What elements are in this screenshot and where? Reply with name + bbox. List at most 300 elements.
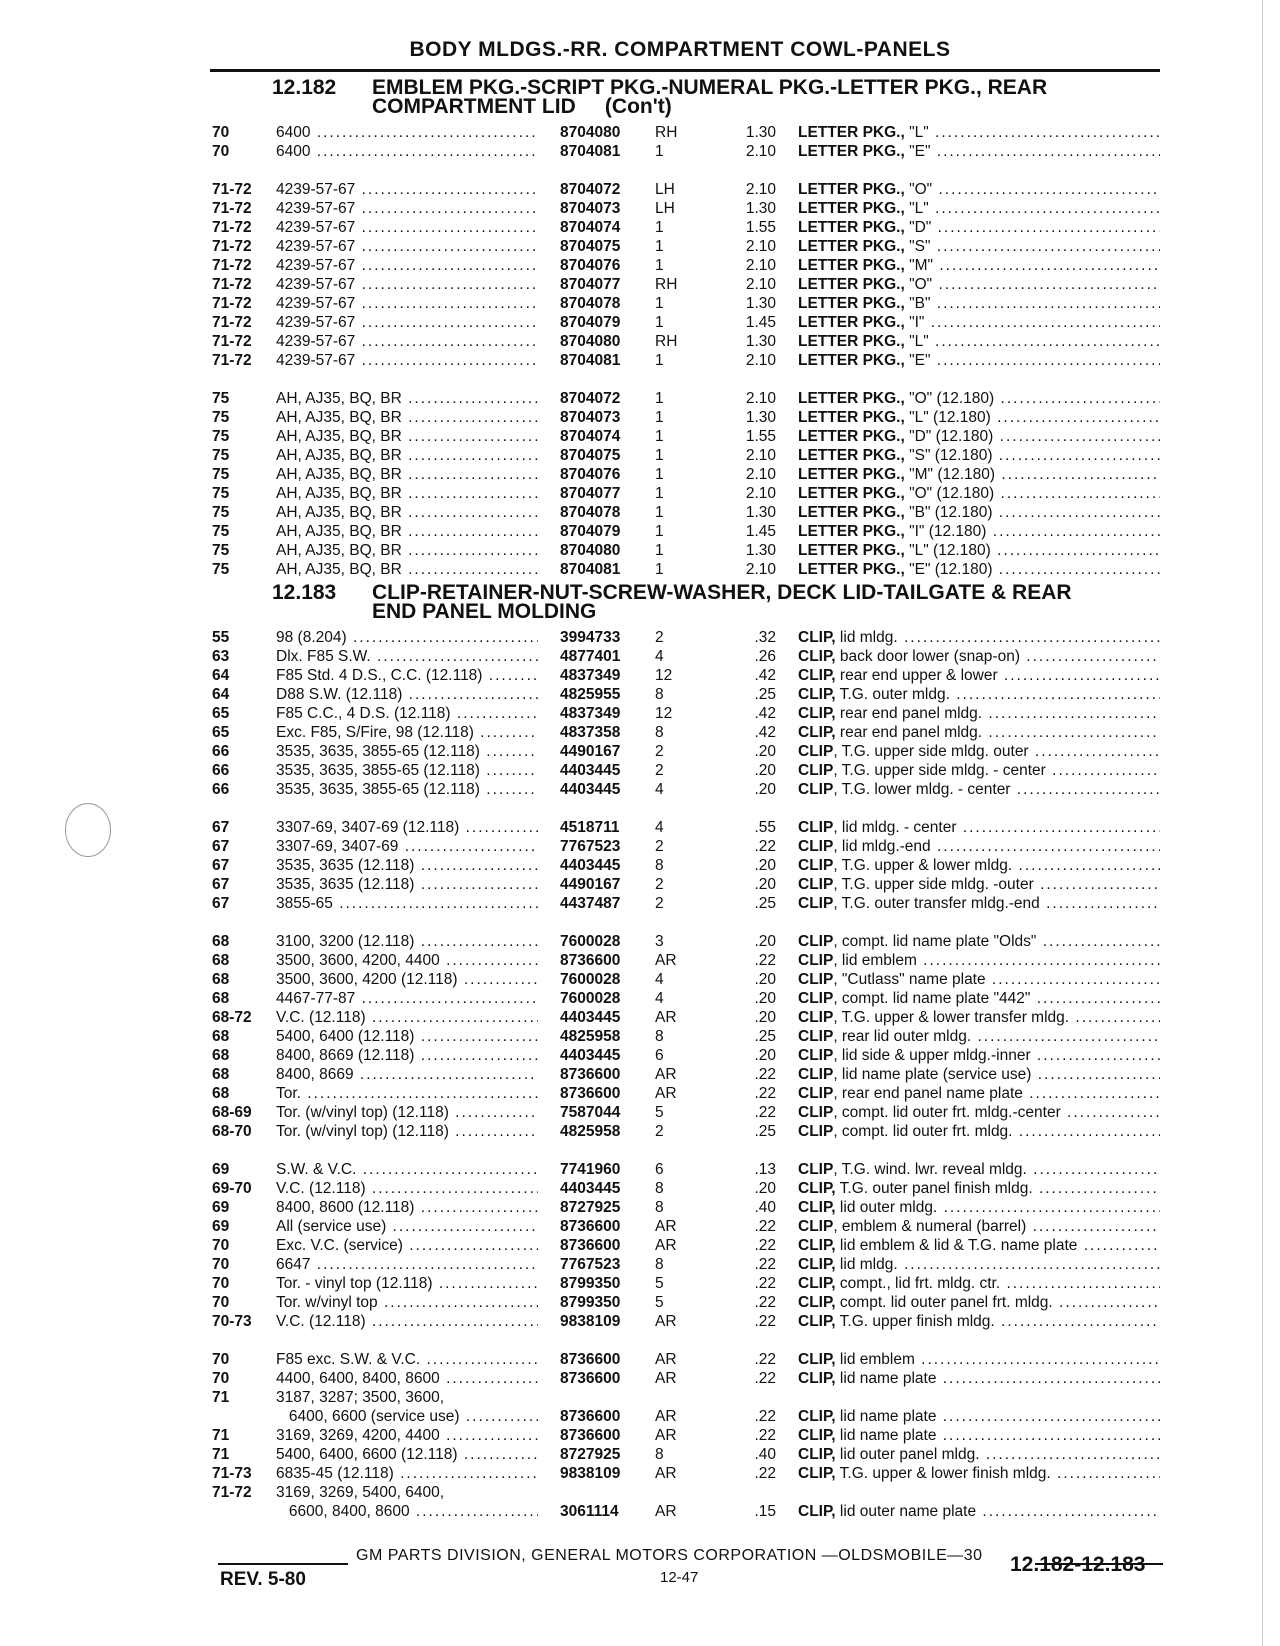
model-year: 67 bbox=[212, 838, 230, 855]
quantity: 12 bbox=[655, 667, 673, 684]
quantity: 1 bbox=[655, 143, 664, 160]
description-text: , lid mldg.-end bbox=[833, 838, 931, 855]
description bbox=[798, 1369, 1160, 1388]
model-year: 65 bbox=[212, 724, 230, 741]
quantity: 4 bbox=[655, 781, 664, 798]
table-row bbox=[0, 1407, 1280, 1426]
model-application: Tor. - vinyl top (12.118) ..... bbox=[276, 1274, 538, 1293]
model-year: 75 bbox=[212, 504, 230, 521]
price: .40 bbox=[754, 1446, 776, 1463]
description-keyword: CLIP, bbox=[798, 1199, 836, 1216]
price: 1.30 bbox=[745, 295, 776, 312]
model-year: 66 bbox=[212, 781, 230, 798]
price: 2.10 bbox=[745, 466, 776, 483]
description-text: , T.G. upper & lower transfer mldg. bbox=[833, 1009, 1070, 1026]
description-text: "I" (12.180) bbox=[904, 523, 987, 540]
price: .32 bbox=[754, 629, 776, 646]
model-application: 4239-57-67 ..... bbox=[276, 332, 538, 351]
part-number: 8736600 bbox=[560, 1351, 621, 1368]
part-number: 4825955 bbox=[560, 686, 621, 703]
part-number: 4490167 bbox=[560, 743, 621, 760]
footer-publisher: GM PARTS DIVISION, GENERAL MOTORS CORPORATION —OLDSMOBILE—30 bbox=[356, 1547, 983, 1564]
description bbox=[798, 142, 1160, 161]
model-year: 71-72 bbox=[212, 257, 252, 274]
model-application: AH, AJ35, BQ, BR ..... bbox=[276, 503, 538, 522]
part-number: 8704075 bbox=[560, 238, 621, 255]
part-number: 8704073 bbox=[560, 409, 621, 426]
description-text: , lid mldg. - center bbox=[833, 819, 957, 836]
price: 2.10 bbox=[745, 561, 776, 578]
description-text: compt., lid frt. mldg. ctr. bbox=[835, 1275, 1001, 1292]
description bbox=[798, 875, 1160, 894]
model-application: F85 Std. 4 D.S., C.C. (12.118) ..... bbox=[276, 666, 538, 685]
description-keyword: CLIP, bbox=[798, 1275, 836, 1292]
description bbox=[798, 970, 1160, 989]
description-text: "B" (12.180) bbox=[904, 504, 993, 521]
section-title-line: END PANEL MOLDING bbox=[372, 600, 597, 623]
table-row bbox=[0, 1103, 1280, 1122]
model-year: 68-70 bbox=[212, 1123, 252, 1140]
description-text: T.G. upper finish mldg. bbox=[835, 1313, 995, 1330]
table-row bbox=[0, 666, 1280, 685]
price: .22 bbox=[754, 1256, 776, 1273]
table-row bbox=[0, 294, 1280, 313]
description-text: lid emblem & lid & T.G. name plate bbox=[835, 1237, 1078, 1254]
model-application: 6400, 6600 (service use) ..... bbox=[276, 1407, 538, 1426]
description-keyword: CLIP bbox=[798, 1009, 834, 1026]
description bbox=[798, 1008, 1160, 1027]
description-text: lid outer name plate bbox=[835, 1503, 977, 1520]
description bbox=[798, 503, 1160, 522]
table-row bbox=[0, 1046, 1280, 1065]
model-application: Exc. V.C. (service) ..... bbox=[276, 1236, 538, 1255]
model-application: AH, AJ35, BQ, BR ..... bbox=[276, 560, 538, 579]
model-year: 68 bbox=[212, 933, 230, 950]
model-application: 4239-57-67 ..... bbox=[276, 275, 538, 294]
quantity: 1 bbox=[655, 561, 664, 578]
model-application: 4239-57-67 ..... bbox=[276, 313, 538, 332]
description-keyword: CLIP bbox=[798, 781, 834, 798]
description bbox=[798, 1426, 1160, 1445]
model-application: AH, AJ35, BQ, BR ..... bbox=[276, 484, 538, 503]
description-keyword: CLIP, bbox=[798, 1351, 836, 1368]
quantity: AR bbox=[655, 1370, 677, 1387]
description bbox=[798, 1255, 1160, 1274]
description-text: "M" bbox=[904, 257, 934, 274]
table-row bbox=[0, 180, 1280, 199]
model-year: 67 bbox=[212, 876, 230, 893]
price: 1.30 bbox=[745, 409, 776, 426]
model-year: 71-72 bbox=[212, 295, 252, 312]
description bbox=[798, 647, 1160, 666]
model-application: 4239-57-67 ..... bbox=[276, 237, 538, 256]
section-number: 12.182 bbox=[272, 76, 337, 99]
quantity: 4 bbox=[655, 819, 664, 836]
part-number: 4877401 bbox=[560, 648, 621, 665]
model-application: 4239-57-67 ..... bbox=[276, 256, 538, 275]
quantity: AR bbox=[655, 1066, 677, 1083]
quantity: AR bbox=[655, 1009, 677, 1026]
part-number: 8727925 bbox=[560, 1446, 621, 1463]
quantity: 8 bbox=[655, 857, 664, 874]
description-keyword: CLIP bbox=[798, 838, 834, 855]
model-application: Tor. ..... bbox=[276, 1084, 538, 1103]
description-keyword: CLIP bbox=[798, 895, 834, 912]
description-text: lid outer panel mldg. bbox=[835, 1446, 980, 1463]
model-year: 64 bbox=[212, 686, 230, 703]
model-year: 71-72 bbox=[212, 276, 252, 293]
price: .22 bbox=[754, 1085, 776, 1102]
model-year: 75 bbox=[212, 561, 230, 578]
description-keyword: LETTER PKG., bbox=[798, 200, 905, 217]
price: .22 bbox=[754, 1465, 776, 1482]
quantity: 1 bbox=[655, 219, 664, 236]
description-keyword: CLIP bbox=[798, 1104, 834, 1121]
table-row bbox=[0, 1464, 1280, 1483]
price: .25 bbox=[754, 895, 776, 912]
model-year: 69 bbox=[212, 1218, 230, 1235]
model-year: 75 bbox=[212, 390, 230, 407]
model-year: 70 bbox=[212, 1370, 230, 1387]
description-keyword: LETTER PKG., bbox=[798, 181, 905, 198]
price: .20 bbox=[754, 743, 776, 760]
model-application: AH, AJ35, BQ, BR ..... bbox=[276, 446, 538, 465]
description bbox=[798, 1065, 1160, 1084]
description bbox=[798, 218, 1160, 237]
part-number: 7741960 bbox=[560, 1161, 621, 1178]
description-text: "B" bbox=[904, 295, 931, 312]
description bbox=[798, 856, 1160, 875]
quantity: 2 bbox=[655, 838, 664, 855]
description bbox=[798, 1293, 1160, 1312]
model-year: 68-69 bbox=[212, 1104, 252, 1121]
part-number: 4837358 bbox=[560, 724, 621, 741]
description-keyword: LETTER PKG., bbox=[798, 276, 905, 293]
model-application: 3307-69, 3407-69 ..... bbox=[276, 837, 538, 856]
description-keyword: CLIP, bbox=[798, 1180, 836, 1197]
part-number: 8736600 bbox=[560, 1066, 621, 1083]
description-keyword: CLIP bbox=[798, 762, 834, 779]
section-number: 12.183 bbox=[272, 581, 337, 604]
description-keyword: LETTER PKG., bbox=[798, 124, 905, 141]
quantity: RH bbox=[655, 124, 678, 141]
description bbox=[798, 628, 1160, 647]
model-application: Tor. w/vinyl top ..... bbox=[276, 1293, 538, 1312]
description-text: , rear lid outer mldg. bbox=[833, 1028, 972, 1045]
description-text: "D" bbox=[904, 219, 932, 236]
price: .20 bbox=[754, 990, 776, 1007]
model-application: 3100, 3200 (12.118) ..... bbox=[276, 932, 538, 951]
price: .25 bbox=[754, 1123, 776, 1140]
quantity: 8 bbox=[655, 1028, 664, 1045]
quantity: 2 bbox=[655, 876, 664, 893]
table-row bbox=[0, 894, 1280, 913]
part-number: 7587044 bbox=[560, 1104, 621, 1121]
description-keyword: CLIP bbox=[798, 1028, 834, 1045]
model-year: 64 bbox=[212, 667, 230, 684]
quantity: 5 bbox=[655, 1104, 664, 1121]
price: .20 bbox=[754, 857, 776, 874]
price: .22 bbox=[754, 1351, 776, 1368]
description-text: "E" bbox=[904, 352, 931, 369]
quantity: AR bbox=[655, 952, 677, 969]
model-application: D88 S.W. (12.118) ..... bbox=[276, 685, 538, 704]
model-application: 4239-57-67 ..... bbox=[276, 218, 538, 237]
price: 1.30 bbox=[745, 200, 776, 217]
description-keyword: CLIP bbox=[798, 971, 834, 988]
model-year: 68-72 bbox=[212, 1009, 252, 1026]
table-row bbox=[0, 1198, 1280, 1217]
table-row bbox=[0, 332, 1280, 351]
table-row bbox=[0, 723, 1280, 742]
description bbox=[798, 389, 1160, 408]
model-application: 6400 ..... bbox=[276, 142, 538, 161]
price: .15 bbox=[754, 1503, 776, 1520]
model-year: 71-72 bbox=[212, 314, 252, 331]
price: .25 bbox=[754, 1028, 776, 1045]
model-year: 71-72 bbox=[212, 352, 252, 369]
model-application: 6647 ..... bbox=[276, 1255, 538, 1274]
price: 1.55 bbox=[745, 428, 776, 445]
quantity: RH bbox=[655, 333, 678, 350]
model-year: 75 bbox=[212, 485, 230, 502]
description-text: , T.G. wind. lwr. reveal mldg. bbox=[833, 1161, 1027, 1178]
description-keyword: CLIP, bbox=[798, 1465, 836, 1482]
price: .20 bbox=[754, 1047, 776, 1064]
table-row bbox=[0, 237, 1280, 256]
description-text: , "Cutlass" name plate bbox=[833, 971, 986, 988]
part-number: 8736600 bbox=[560, 1408, 621, 1425]
model-application: 6400 ..... bbox=[276, 123, 538, 142]
description-keyword: LETTER PKG., bbox=[798, 295, 905, 312]
description-text: "E" bbox=[904, 143, 931, 160]
description-text: "O" (12.180) bbox=[904, 485, 995, 502]
model-application: 3535, 3635 (12.118) ..... bbox=[276, 875, 538, 894]
part-number: 4825958 bbox=[560, 1123, 621, 1140]
table-row bbox=[0, 989, 1280, 1008]
table-row bbox=[0, 780, 1280, 799]
part-number: 8704080 bbox=[560, 542, 621, 559]
quantity: 4 bbox=[655, 990, 664, 1007]
table-row bbox=[0, 484, 1280, 503]
description-text: , T.G. lower mldg. - center bbox=[833, 781, 1011, 798]
part-number: 8704081 bbox=[560, 352, 621, 369]
part-number: 8736600 bbox=[560, 1237, 621, 1254]
part-number: 8704076 bbox=[560, 466, 621, 483]
description-keyword: CLIP bbox=[798, 1085, 834, 1102]
model-application: Tor. (w/vinyl top) (12.118) ..... bbox=[276, 1122, 538, 1141]
description bbox=[798, 256, 1160, 275]
model-application: 8400, 8600 (12.118) ..... bbox=[276, 1198, 538, 1217]
price: 2.10 bbox=[745, 485, 776, 502]
price: 1.45 bbox=[745, 523, 776, 540]
description-text: , T.G. upper side mldg. outer bbox=[833, 743, 1029, 760]
description-keyword: CLIP, bbox=[798, 1503, 836, 1520]
model-application: 3535, 3635, 3855-65 (12.118) ..... bbox=[276, 780, 538, 799]
table-row bbox=[0, 647, 1280, 666]
price: 2.10 bbox=[745, 447, 776, 464]
quantity: 2 bbox=[655, 895, 664, 912]
model-application: 98 (8.204) ..... bbox=[276, 628, 538, 647]
description bbox=[798, 951, 1160, 970]
description-text: rear end panel mldg. bbox=[835, 724, 983, 741]
model-year: 68 bbox=[212, 1085, 230, 1102]
model-application: 3535, 3635, 3855-65 (12.118) ..... bbox=[276, 761, 538, 780]
header-rule bbox=[210, 69, 1160, 72]
model-application: 4239-57-67 ..... bbox=[276, 351, 538, 370]
model-application: 3169, 3269, 4200, 4400 ..... bbox=[276, 1426, 538, 1445]
description bbox=[798, 351, 1160, 370]
quantity: 1 bbox=[655, 390, 664, 407]
model-year: 66 bbox=[212, 743, 230, 760]
price: .20 bbox=[754, 1180, 776, 1197]
model-application: S.W. & V.C. ..... bbox=[276, 1160, 538, 1179]
model-application: 3169, 3269, 5400, 6400, bbox=[276, 1484, 445, 1501]
price: 1.30 bbox=[745, 124, 776, 141]
quantity: 2 bbox=[655, 629, 664, 646]
model-year: 55 bbox=[212, 629, 230, 646]
model-application: V.C. (12.118) ..... bbox=[276, 1008, 538, 1027]
table-row bbox=[0, 856, 1280, 875]
model-application: 3535, 3635 (12.118) ..... bbox=[276, 856, 538, 875]
description-text: lid mldg. bbox=[835, 629, 898, 646]
model-application: 5400, 6400 (12.118) ..... bbox=[276, 1027, 538, 1046]
description-keyword: CLIP, bbox=[798, 705, 836, 722]
model-year: 75 bbox=[212, 523, 230, 540]
model-year: 71 bbox=[212, 1389, 230, 1406]
part-number: 8704080 bbox=[560, 333, 621, 350]
table-row bbox=[0, 427, 1280, 446]
quantity: 1 bbox=[655, 238, 664, 255]
description-text: "O" (12.180) bbox=[904, 390, 995, 407]
description-keyword: CLIP, bbox=[798, 648, 836, 665]
description-keyword: CLIP bbox=[798, 933, 834, 950]
model-year: 68 bbox=[212, 971, 230, 988]
description bbox=[798, 1274, 1160, 1293]
quantity: 3 bbox=[655, 933, 664, 950]
description bbox=[798, 1046, 1160, 1065]
description-text: , lid name plate (service use) bbox=[833, 1066, 1032, 1083]
description bbox=[798, 818, 1160, 837]
table-row bbox=[0, 1274, 1280, 1293]
description-keyword: CLIP, bbox=[798, 1446, 836, 1463]
description-keyword: CLIP bbox=[798, 990, 834, 1007]
model-application: 4400, 6400, 8400, 8600 ..... bbox=[276, 1369, 538, 1388]
table-row bbox=[0, 1122, 1280, 1141]
part-number: 9838109 bbox=[560, 1465, 621, 1482]
model-application: All (service use) ..... bbox=[276, 1217, 538, 1236]
model-year: 75 bbox=[212, 409, 230, 426]
model-year: 70 bbox=[212, 1256, 230, 1273]
description-text: , compt. lid outer frt. mldg.-center bbox=[833, 1104, 1061, 1121]
model-year: 70 bbox=[212, 1237, 230, 1254]
price: .20 bbox=[754, 781, 776, 798]
description-text: lid outer mldg. bbox=[835, 1199, 938, 1216]
part-number: 8704075 bbox=[560, 447, 621, 464]
description bbox=[798, 1198, 1160, 1217]
description bbox=[798, 484, 1160, 503]
description-keyword: CLIP bbox=[798, 1066, 834, 1083]
model-application: 4239-57-67 ..... bbox=[276, 199, 538, 218]
part-number: 8736600 bbox=[560, 1370, 621, 1387]
description-text: rear end panel mldg. bbox=[835, 705, 983, 722]
description-keyword: CLIP bbox=[798, 1218, 834, 1235]
model-year: 63 bbox=[212, 648, 230, 665]
description-keyword: LETTER PKG., bbox=[798, 466, 905, 483]
description-text: "O" bbox=[904, 181, 933, 198]
description-text: T.G. outer panel finish mldg. bbox=[835, 1180, 1033, 1197]
price: .22 bbox=[754, 1066, 776, 1083]
description bbox=[798, 1217, 1160, 1236]
description bbox=[798, 541, 1160, 560]
description-text: "S" bbox=[904, 238, 931, 255]
section-title bbox=[372, 583, 1172, 621]
part-number: 4403445 bbox=[560, 857, 621, 874]
table-row bbox=[0, 970, 1280, 989]
table-row bbox=[0, 1445, 1280, 1464]
description-text: , compt. lid outer frt. mldg. bbox=[833, 1123, 1013, 1140]
description bbox=[798, 332, 1160, 351]
price: .22 bbox=[754, 1408, 776, 1425]
table-row bbox=[0, 275, 1280, 294]
table-row bbox=[0, 1217, 1280, 1236]
part-number: 8704076 bbox=[560, 257, 621, 274]
table-row bbox=[0, 951, 1280, 970]
model-application: 4239-57-67 ..... bbox=[276, 294, 538, 313]
description-keyword: CLIP bbox=[798, 819, 834, 836]
model-application: AH, AJ35, BQ, BR ..... bbox=[276, 465, 538, 484]
price: .25 bbox=[754, 686, 776, 703]
description-keyword: LETTER PKG., bbox=[798, 238, 905, 255]
table-row bbox=[0, 1483, 1280, 1502]
description-keyword: CLIP, bbox=[798, 667, 836, 684]
description bbox=[798, 1502, 1160, 1521]
part-number: 4490167 bbox=[560, 876, 621, 893]
part-number: 8704081 bbox=[560, 143, 621, 160]
table-row bbox=[0, 408, 1280, 427]
price: .42 bbox=[754, 667, 776, 684]
price: 2.10 bbox=[745, 352, 776, 369]
model-year: 69 bbox=[212, 1199, 230, 1216]
description bbox=[798, 685, 1160, 704]
description-text: "L" bbox=[904, 200, 929, 217]
section-title-line: CLIP-RETAINER-NUT-SCREW-WASHER, DECK LID-TAILGATE & REAR bbox=[372, 581, 1072, 604]
quantity: AR bbox=[655, 1427, 677, 1444]
description-keyword: CLIP bbox=[798, 743, 834, 760]
price: .22 bbox=[754, 1427, 776, 1444]
description-text: , compt. lid name plate "Olds" bbox=[833, 933, 1037, 950]
quantity: 1 bbox=[655, 352, 664, 369]
part-number: 4437487 bbox=[560, 895, 621, 912]
description-text: , T.G. upper side mldg. -outer bbox=[833, 876, 1034, 893]
quantity: 8 bbox=[655, 1199, 664, 1216]
part-number: 3994733 bbox=[560, 629, 621, 646]
price: .20 bbox=[754, 762, 776, 779]
quantity: 1 bbox=[655, 504, 664, 521]
quantity: 8 bbox=[655, 1180, 664, 1197]
part-number: 8704078 bbox=[560, 295, 621, 312]
part-number: 4518711 bbox=[560, 819, 620, 836]
model-application: 6835-45 (12.118) ..... bbox=[276, 1464, 538, 1483]
model-application: 8400, 8669 ..... bbox=[276, 1065, 538, 1084]
description-text: lid name plate bbox=[835, 1370, 937, 1387]
description-text: "L" bbox=[904, 124, 929, 141]
part-number: 4837349 bbox=[560, 667, 621, 684]
description-text: "S" (12.180) bbox=[904, 447, 993, 464]
table-row bbox=[0, 313, 1280, 332]
table-row bbox=[0, 503, 1280, 522]
part-number: 7767523 bbox=[560, 838, 621, 855]
